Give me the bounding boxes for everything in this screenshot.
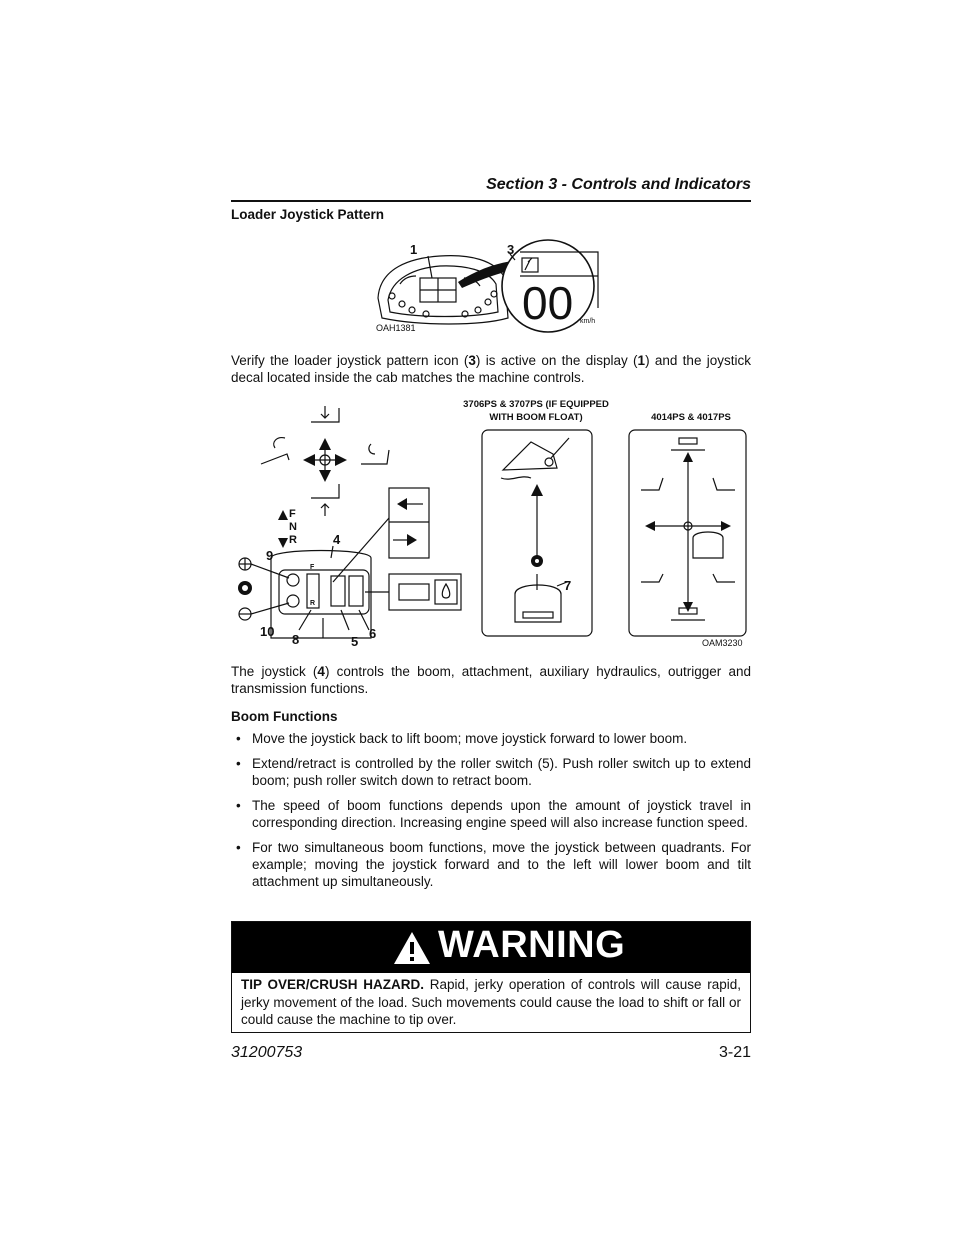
- page-number: 3-21: [718, 1044, 751, 1061]
- boom-functions-list: [231, 730, 751, 898]
- list-item: • For two simultaneous boom functions, move the joystick between quadrants. For example; moving the joystick forward and to the left will lower boom and tilt attachment up simultaneously.: [231, 839, 751, 890]
- list-item: • Move the joystick back to lift boom; move joystick forward to lower boom.: [231, 730, 751, 747]
- warning-box: [231, 921, 751, 1033]
- joystick-pattern-figure: [231, 398, 751, 650]
- boom-functions-heading: Boom Functions: [231, 709, 338, 724]
- figure2-label-right: 4014PS & 4017PS: [651, 412, 731, 423]
- callout-4: 4: [333, 532, 341, 547]
- list-item: • Extend/retract is controlled by the roller switch (5). Push roller switch up to extend boom; push roller switch down to retract boom.: [231, 755, 751, 789]
- warning-title: WARNING: [438, 924, 626, 966]
- loader-joystick-heading: Loader Joystick Pattern: [231, 207, 385, 222]
- fnr-switch-r: R: [310, 600, 316, 607]
- figure2-reference: OAM3230: [702, 638, 743, 648]
- header-rule: [231, 200, 751, 202]
- callout-10: 10: [260, 624, 275, 639]
- figure2-label-left: 3706PS & 3707PS (IF EQUIPPED WITH BOOM FLOAT): [463, 399, 609, 423]
- section-title: Section 3 - Controls and Indicators: [486, 176, 751, 193]
- callout-8: 8: [292, 632, 300, 647]
- warning-text: TIP OVER/CRUSH HAZARD. Rapid, jerky operation of controls will cause rapid, jerky movement of the load. Such movements could cause the load to shift or fall or could cause the machine to tip over.: [241, 977, 741, 1027]
- warning-header: [232, 922, 750, 973]
- fnr-indicator: F N R: [289, 508, 297, 546]
- fnr-switch-f: F: [310, 564, 315, 571]
- warning-triangle-icon: [392, 930, 432, 966]
- verify-paragraph: Verify the loader joystick pattern icon (3) is active on the display (1) and the joystick decal located inside the cab matches the machine controls.: [231, 353, 752, 385]
- callout-6: 6: [369, 626, 377, 641]
- list-item: • The speed of boom functions depends upon the amount of joystick travel in corresponding direction. Increasing engine speed will also increase function speed.: [231, 797, 751, 831]
- callout-1: 1: [410, 242, 418, 257]
- callout-7: 7: [564, 578, 572, 593]
- callout-5: 5: [351, 634, 359, 649]
- callout-9: 9: [266, 548, 274, 563]
- figure1-reference: OAH1381: [376, 323, 416, 333]
- dashboard-figure: [370, 238, 610, 338]
- display-speed-unit: km/h: [580, 318, 596, 325]
- joystick-paragraph: The joystick (4) controls the boom, attachment, auxiliary hydraulics, outrigger and transmission functions.: [231, 664, 751, 696]
- joystick-decals-illustration: [231, 398, 751, 650]
- document-number: 31200753: [231, 1044, 303, 1061]
- callout-3: 3: [507, 242, 515, 257]
- display-speed-value: 00: [522, 277, 574, 329]
